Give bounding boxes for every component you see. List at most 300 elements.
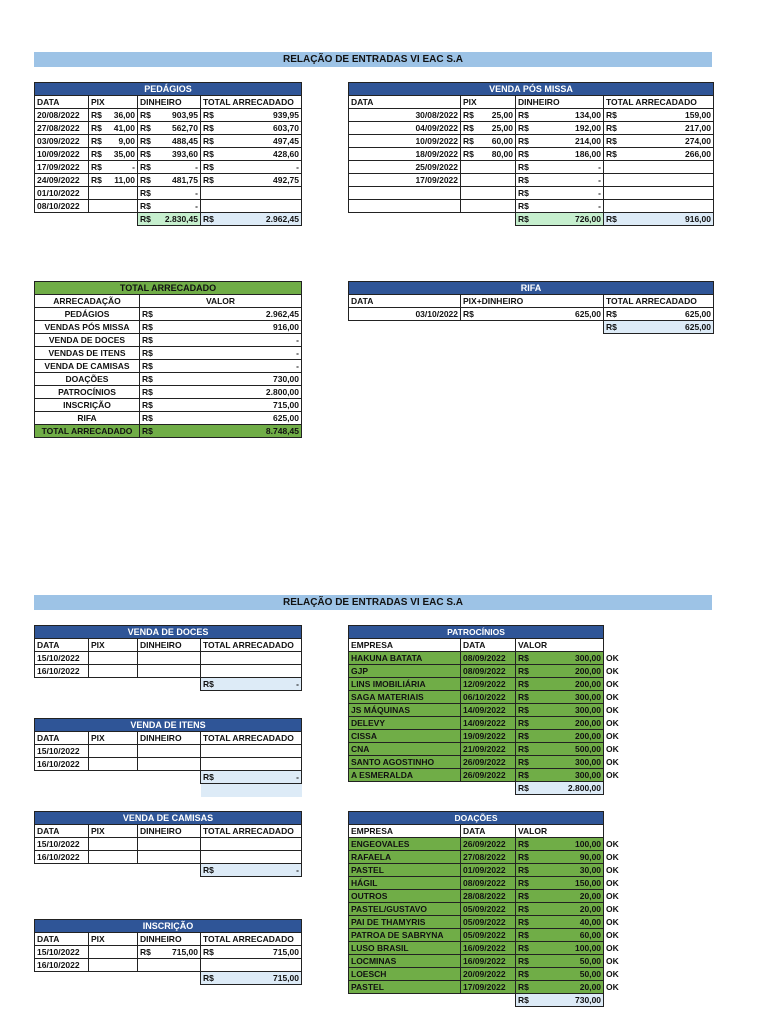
table-row (35, 187, 302, 200)
currency-cell (140, 308, 302, 321)
spacer (604, 812, 637, 825)
currency-cell (604, 109, 714, 122)
cash-cell (138, 652, 201, 665)
date-cell (349, 187, 461, 200)
grand-total-label: TOTAL ARRECADADO (35, 425, 140, 438)
currency-cell (516, 903, 604, 916)
pix-cell (89, 959, 138, 972)
column-header: PIX (89, 96, 138, 109)
currency-symbol: R$ (518, 877, 529, 888)
table-title-row (35, 719, 302, 732)
date-cell: 17/09/2022 (461, 981, 516, 994)
currency-symbol: R$ (463, 308, 474, 319)
table-row (349, 981, 637, 994)
header-row (35, 639, 302, 652)
cash-cell (138, 745, 201, 758)
currency-symbol: R$ (606, 109, 617, 120)
total-cell (604, 200, 714, 213)
company-cell: ENGEOVALES (349, 838, 461, 851)
amount: 20,00 (579, 981, 602, 992)
column-header: TOTAL ARRECADADO (201, 933, 302, 946)
pix-cell (461, 200, 516, 213)
table-title-row (349, 83, 714, 96)
company-cell: JS MÁQUINAS (349, 704, 461, 717)
amount: - (296, 864, 299, 875)
currency-symbol: R$ (140, 109, 151, 120)
header-row (349, 96, 714, 109)
currency-symbol: R$ (518, 890, 529, 901)
status-ok: OK (606, 981, 619, 992)
table-title-row (35, 83, 302, 96)
table-row (35, 161, 302, 174)
currency-symbol: R$ (142, 373, 153, 384)
amount: 2.962,45 (265, 213, 300, 224)
header-row (35, 96, 302, 109)
table-row (349, 743, 637, 756)
currency-cell (516, 756, 604, 769)
currency-symbol: R$ (142, 360, 153, 371)
currency-cell (201, 122, 302, 135)
table-row (349, 174, 714, 187)
spacer (604, 626, 637, 639)
currency-symbol: R$ (203, 109, 214, 120)
table-row (349, 890, 637, 903)
currency-symbol: R$ (142, 334, 153, 345)
venda-itens-table (34, 718, 302, 797)
currency-symbol: R$ (142, 386, 153, 397)
extra-row (35, 784, 302, 797)
currency-symbol: R$ (518, 851, 529, 862)
spacer (461, 213, 516, 226)
currency-symbol: R$ (518, 756, 529, 767)
table-title-row (349, 812, 637, 825)
table-row (349, 955, 637, 968)
amount: 30,00 (579, 864, 602, 875)
currency-symbol: R$ (91, 109, 102, 120)
currency-symbol: R$ (518, 782, 529, 793)
currency-symbol: R$ (606, 213, 617, 224)
currency-cell (604, 308, 714, 321)
currency-cell (201, 135, 302, 148)
company-cell: GJP (349, 665, 461, 678)
company-cell: HAKUNA BATATA (349, 652, 461, 665)
amount: 60,00 (579, 929, 602, 940)
table-row (349, 968, 637, 981)
currency-symbol: R$ (140, 135, 151, 146)
currency-symbol: R$ (518, 213, 529, 224)
amount: 274,00 (685, 135, 711, 146)
column-header: DINHEIRO (138, 639, 201, 652)
currency-symbol: R$ (203, 864, 214, 875)
amount: 214,00 (575, 135, 601, 146)
status-ok: OK (606, 968, 619, 979)
date-cell: 08/09/2022 (461, 665, 516, 678)
date-cell: 15/10/2022 (35, 946, 89, 959)
amount: 939,95 (273, 109, 300, 120)
currency-symbol: R$ (518, 968, 529, 979)
currency-cell (138, 200, 201, 213)
currency-cell (89, 122, 138, 135)
amount: 60,00 (491, 135, 513, 146)
amount: 40,00 (579, 916, 602, 927)
currency-cell (201, 678, 302, 691)
amount: 36,00 (113, 109, 135, 120)
spacer (461, 994, 516, 1007)
company-cell: PASTEL/GUSTAVO (349, 903, 461, 916)
amount: - (598, 187, 601, 198)
amount: 80,00 (491, 148, 513, 159)
date-cell: 05/09/2022 (461, 929, 516, 942)
spacer (35, 213, 89, 226)
currency-cell (516, 877, 604, 890)
status-ok: OK (606, 851, 619, 862)
amount: 625,00 (685, 308, 712, 319)
status-ok: OK (606, 877, 619, 888)
date-cell: 03/10/2022 (349, 308, 461, 321)
currency-symbol: R$ (606, 122, 617, 133)
spacer (349, 994, 461, 1007)
spacer (35, 784, 89, 797)
table-row (35, 200, 302, 213)
currency-symbol: R$ (518, 769, 529, 780)
date-cell: 27/08/2022 (461, 851, 516, 864)
table-title: DOAÇÕES (349, 812, 604, 825)
pix-cell (89, 946, 138, 959)
table-row (35, 851, 302, 864)
company-cell: HÁGIL (349, 877, 461, 890)
date-cell: 04/09/2022 (349, 122, 461, 135)
date-cell: 10/09/2022 (35, 148, 89, 161)
table-row (349, 730, 637, 743)
amount: 35,00 (113, 148, 135, 159)
currency-cell (138, 946, 201, 959)
date-cell: 16/09/2022 (461, 942, 516, 955)
column-header: TOTAL ARRECADADO (604, 295, 714, 308)
spacer (138, 678, 201, 691)
total-cell (201, 652, 302, 665)
table-row (35, 758, 302, 771)
date-cell: 08/10/2022 (35, 200, 89, 213)
currency-symbol: R$ (518, 691, 529, 702)
spacer (138, 771, 201, 784)
currency-symbol: R$ (518, 174, 529, 185)
date-cell: 17/09/2022 (35, 161, 89, 174)
status-ok: OK (606, 756, 619, 767)
column-header: TOTAL ARRECADADO (201, 825, 302, 838)
date-cell: 20/09/2022 (461, 968, 516, 981)
amount: 192,00 (575, 122, 601, 133)
currency-symbol: R$ (203, 148, 214, 159)
amount: 2.830,45 (164, 213, 198, 224)
currency-symbol: R$ (203, 678, 214, 689)
date-cell: 08/09/2022 (461, 877, 516, 890)
pix-cell (89, 758, 138, 771)
company-cell: LUSO BRASIL (349, 942, 461, 955)
category-cell: VENDAS PÓS MISSA (35, 321, 140, 334)
currency-symbol: R$ (518, 864, 529, 875)
amount: 903,95 (172, 109, 198, 120)
pix-cell (89, 838, 138, 851)
spacer (604, 994, 637, 1007)
status-ok: OK (606, 864, 619, 875)
currency-symbol: R$ (518, 916, 529, 927)
status-ok: OK (606, 665, 619, 676)
amount: 90,00 (579, 851, 602, 862)
status-ok: OK (606, 955, 619, 966)
date-cell: 14/09/2022 (461, 717, 516, 730)
amount: 9,00 (118, 135, 135, 146)
header-row (349, 295, 714, 308)
spacer (89, 784, 138, 797)
date-cell: 01/10/2022 (35, 187, 89, 200)
currency-cell (89, 174, 138, 187)
table-row (35, 386, 302, 399)
currency-symbol: R$ (91, 161, 102, 172)
amount: 625,00 (273, 412, 300, 423)
table-row (349, 135, 714, 148)
spacer (349, 321, 461, 334)
currency-cell (140, 347, 302, 360)
totals-row (349, 994, 637, 1007)
currency-symbol: R$ (518, 704, 529, 715)
amount: 726,00 (575, 213, 601, 224)
table-title: TOTAL ARRECADADO (35, 282, 302, 295)
currency-symbol: R$ (518, 122, 529, 133)
amount: 8.748,45 (265, 425, 300, 436)
currency-cell (516, 838, 604, 851)
table-title-row (349, 282, 714, 295)
amount: 730,00 (575, 994, 602, 1005)
currency-symbol: R$ (518, 929, 529, 940)
date-cell: 12/09/2022 (461, 678, 516, 691)
spacer (35, 972, 89, 985)
cash-cell (138, 665, 201, 678)
category-cell: DOAÇÕES (35, 373, 140, 386)
table-row (35, 122, 302, 135)
table-row (35, 652, 302, 665)
pix-cell (89, 652, 138, 665)
amount: 625,00 (685, 321, 712, 332)
date-cell: 15/10/2022 (35, 838, 89, 851)
currency-symbol: R$ (140, 187, 151, 198)
amount: 497,45 (273, 135, 300, 146)
column-header: VALOR (516, 825, 604, 838)
currency-cell (516, 148, 604, 161)
currency-cell (140, 360, 302, 373)
company-cell: SAGA MATERIAIS (349, 691, 461, 704)
currency-cell (138, 109, 201, 122)
currency-symbol: R$ (518, 135, 529, 146)
spacer (35, 678, 89, 691)
table-row (35, 174, 302, 187)
currency-symbol: R$ (203, 771, 214, 782)
currency-cell (461, 122, 516, 135)
date-cell: 17/09/2022 (349, 174, 461, 187)
spacer (138, 864, 201, 877)
currency-cell (516, 691, 604, 704)
currency-cell (604, 321, 714, 334)
status-ok: OK (606, 717, 619, 728)
table-title: VENDA DE DOCES (35, 626, 302, 639)
spacer (461, 782, 516, 795)
table-row (349, 665, 637, 678)
totals-row (349, 213, 714, 226)
amount: - (296, 678, 299, 689)
category-cell: RIFA (35, 412, 140, 425)
header-row (35, 933, 302, 946)
total-cell (201, 758, 302, 771)
currency-cell (461, 135, 516, 148)
date-cell: 15/10/2022 (35, 745, 89, 758)
amount: - (296, 347, 300, 358)
table-row (349, 200, 714, 213)
total-cell (201, 838, 302, 851)
status-ok: OK (606, 838, 619, 849)
company-cell: DELEVY (349, 717, 461, 730)
column-header: DATA (461, 825, 516, 838)
date-cell: 20/08/2022 (35, 109, 89, 122)
currency-cell (516, 122, 604, 135)
currency-cell (140, 412, 302, 425)
pix-cell (89, 665, 138, 678)
total-cell (201, 200, 302, 213)
currency-cell (604, 148, 714, 161)
venda-doces-table (34, 625, 302, 691)
amount: 715,00 (273, 399, 300, 410)
table-row (35, 838, 302, 851)
currency-symbol: R$ (91, 174, 102, 185)
currency-symbol: R$ (203, 135, 214, 146)
amount: 200,00 (575, 717, 602, 728)
currency-symbol: R$ (91, 122, 102, 133)
doacoes-table (348, 811, 637, 1007)
table-row (349, 652, 637, 665)
table-title: RIFA (349, 282, 714, 295)
table-row (35, 135, 302, 148)
table-row (35, 360, 302, 373)
spacer (349, 213, 461, 226)
currency-symbol: R$ (463, 135, 474, 146)
currency-symbol: R$ (518, 994, 529, 1005)
pix-cell (461, 161, 516, 174)
table-title-row (349, 626, 637, 639)
currency-symbol: R$ (518, 109, 529, 120)
column-header: PIX (89, 732, 138, 745)
currency-cell (516, 769, 604, 782)
amount: 300,00 (575, 769, 602, 780)
column-header: PIX (89, 825, 138, 838)
currency-cell (138, 213, 201, 226)
currency-cell (516, 704, 604, 717)
page-title-2: RELAÇÃO DE ENTRADAS VI EAC S.A (34, 595, 712, 610)
currency-cell (516, 916, 604, 929)
currency-symbol: R$ (606, 135, 617, 146)
currency-cell (516, 968, 604, 981)
company-cell: PATROA DE SABRYNA (349, 929, 461, 942)
company-cell: LINS IMOBILIÁRIA (349, 678, 461, 691)
currency-symbol: R$ (140, 946, 151, 957)
amount: - (195, 161, 198, 172)
currency-symbol: R$ (142, 399, 153, 410)
currency-symbol: R$ (140, 148, 151, 159)
total-cell (201, 187, 302, 200)
amount: 217,00 (685, 122, 711, 133)
status-ok: OK (606, 691, 619, 702)
date-cell: 28/08/2022 (461, 890, 516, 903)
currency-symbol: R$ (518, 652, 529, 663)
table-row (349, 148, 714, 161)
column-header: DATA (35, 96, 89, 109)
currency-symbol: R$ (518, 838, 529, 849)
amount: 730,00 (273, 373, 300, 384)
currency-cell (516, 678, 604, 691)
amount: 200,00 (575, 665, 602, 676)
total-arrecadado-table (34, 281, 302, 438)
currency-cell (516, 743, 604, 756)
currency-symbol: R$ (203, 122, 214, 133)
header-row (35, 732, 302, 745)
currency-cell (140, 399, 302, 412)
company-cell: PASTEL (349, 864, 461, 877)
date-cell: 26/09/2022 (461, 769, 516, 782)
cash-cell (138, 838, 201, 851)
pix-cell (89, 187, 138, 200)
currency-cell (461, 148, 516, 161)
currency-cell (140, 386, 302, 399)
table-row (349, 864, 637, 877)
currency-cell (138, 174, 201, 187)
column-header: DINHEIRO (138, 96, 201, 109)
table-title: VENDA DE ITENS (35, 719, 302, 732)
spacer (604, 825, 637, 838)
company-cell: PAI DE THAMYRIS (349, 916, 461, 929)
currency-cell (201, 213, 302, 226)
table-row (35, 665, 302, 678)
currency-cell (516, 187, 604, 200)
date-cell: 16/10/2022 (35, 959, 89, 972)
currency-cell (89, 135, 138, 148)
empty-total (201, 784, 302, 797)
currency-cell (516, 717, 604, 730)
column-header: DATA (35, 825, 89, 838)
currency-cell (201, 174, 302, 187)
currency-cell (516, 135, 604, 148)
currency-symbol: R$ (140, 213, 151, 224)
total-cell (201, 959, 302, 972)
date-cell: 26/09/2022 (461, 838, 516, 851)
date-cell: 16/10/2022 (35, 851, 89, 864)
amount: 715,00 (273, 972, 300, 983)
currency-symbol: R$ (518, 955, 529, 966)
column-header: DATA (349, 295, 461, 308)
date-cell: 08/09/2022 (461, 652, 516, 665)
date-cell: 24/09/2022 (35, 174, 89, 187)
currency-cell (516, 929, 604, 942)
table-row (349, 109, 714, 122)
currency-cell (140, 425, 302, 438)
currency-symbol: R$ (518, 717, 529, 728)
currency-cell (604, 135, 714, 148)
amount: - (598, 200, 601, 211)
currency-symbol: R$ (606, 321, 617, 332)
currency-cell (516, 851, 604, 864)
currency-cell (140, 373, 302, 386)
amount: 41,00 (113, 122, 135, 133)
table-title: INSCRIÇÃO (35, 920, 302, 933)
status-ok: OK (606, 652, 619, 663)
spacer (89, 864, 138, 877)
currency-cell (461, 109, 516, 122)
